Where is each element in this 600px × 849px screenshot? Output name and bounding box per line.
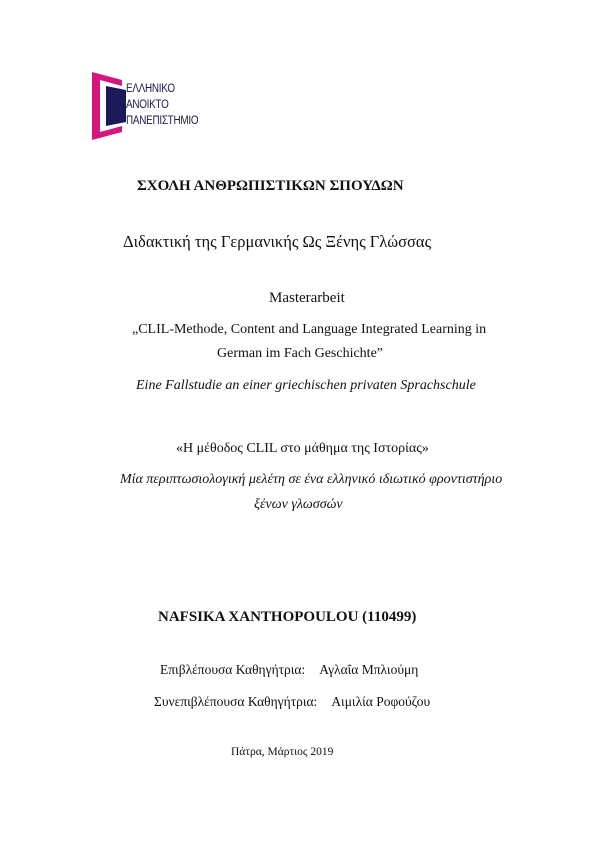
logo-line-2: ΑΝΟΙΚΤΟ	[126, 99, 169, 111]
supervisor-name: Αγλαΐα Μπλιούμη	[319, 662, 419, 677]
logo-line-3: ΠΑΝΕΠΙΣΤΗΜΙΟ	[126, 115, 199, 127]
supervisor-label: Επιβλέπουσα Καθηγήτρια:	[160, 662, 306, 677]
place-date: Πάτρα, Μάρτιος 2019	[231, 746, 334, 758]
title-gr: «Η μέθοδος CLIL στο μάθημα της Ιστορίας»	[176, 441, 429, 456]
supervisor	[160, 662, 418, 678]
logo-line-1: ΕΛΛΗΝΙΚΟ	[126, 83, 175, 95]
logo-emblem-icon	[92, 72, 128, 140]
subtitle-de: Eine Fallstudie an einer griechischen privaten Sprachschule	[136, 378, 476, 393]
co-supervisor-name: Αιμιλία Ροφούζου	[331, 694, 431, 709]
school-name: ΣΧΟΛΗ ΑΝΘΡΩΠΙΣΤΙΚΩΝ ΣΠΟΥΔΩΝ	[137, 178, 404, 194]
author-name: NAFSIKA XANTHOPOULOU (110499)	[158, 609, 417, 625]
title-de-line-1: „CLIL-Methode, Content and Language Integrated Learning in	[132, 322, 487, 337]
subtitle-gr-line-1: Μία περιπτωσιολογική μελέτη σε ένα ελληνικό ιδιωτικό φροντιστήριο	[120, 472, 503, 487]
department-name: Διδακτική της Γερμανικής Ως Ξένης Γλώσσας	[123, 232, 432, 251]
subtitle-gr-line-2: ξένων γλωσσών	[254, 497, 343, 512]
co-supervisor-label: Συνεπιβλέπουσα Καθηγήτρια:	[154, 694, 318, 709]
university-logo	[92, 72, 232, 140]
thesis-type: Masterarbeit	[269, 290, 345, 306]
logo-wordmark	[126, 81, 198, 129]
co-supervisor	[154, 694, 430, 710]
title-de-line-2: German im Fach Geschichte”	[217, 346, 383, 361]
